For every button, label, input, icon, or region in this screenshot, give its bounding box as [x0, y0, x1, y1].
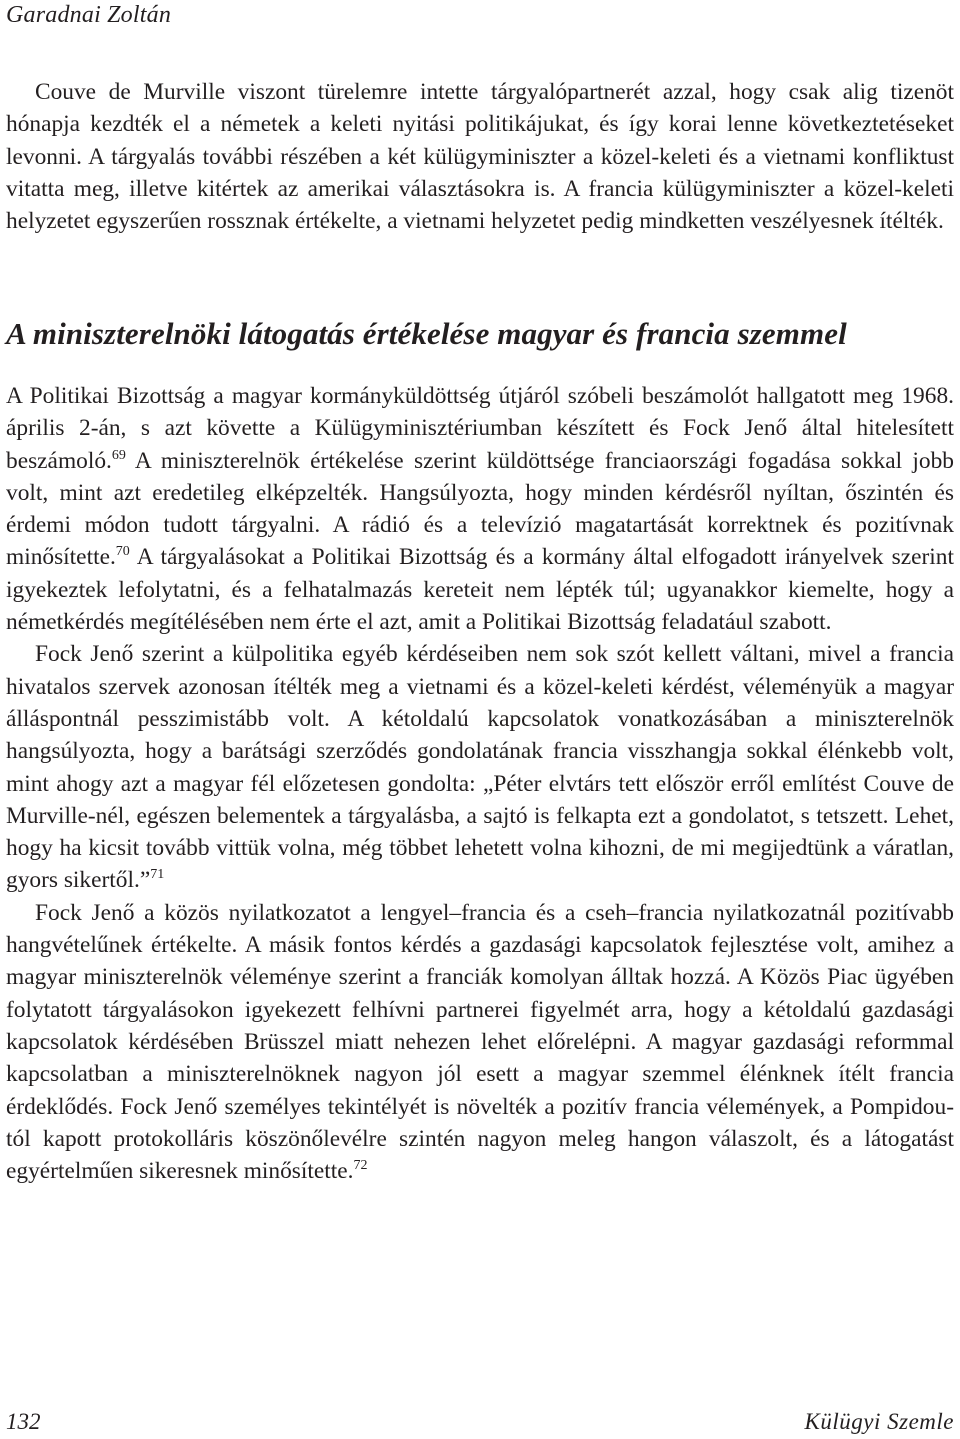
paragraph-1: Couve de Murville viszont türelemre intette tárgyalópartnerét azzal, hogy csak alig tizenöt hónapja kezdték el a németek a keleti nyitási politikájukat, és így korai lenne következtetéseket levonni. A tárgyalás további részében a két külügyminiszter a közel-keleti és a vietnami konfliktust vitatta meg, illetve kitértek az amerikai választásokra is. A francia külügyminiszter a közel-keleti helyzetet egyszerűen rossznak értékelte, a vietnami helyzetet pedig mindketten veszélyesnek ítélték. — [6, 79, 954, 235]
intro-text-block — [6, 76, 954, 237]
paragraph-3 — [6, 638, 954, 896]
paragraph-2-part-c: A tárgyalásokat a Politikai Bizottság és a kormány által elfogadott irányelvek szerint igyekeztek lefolytatni, és a felhatalmazás kereteit nem lépték túl; ugyanakkor kiemelte, hogy a németkérdés megítélésében nem érte el azt, amit a Politikai Bizottság feladatául szabott. — [6, 544, 954, 636]
section-text-block — [6, 380, 954, 1187]
paragraph-2-part-a: A Politikai Bizottság a magyar kormányküldöttség útjáról szóbeli beszámolót hallgatott meg 1968. április 2-án, s azt követte a Külügyminisztériumban készített és Fock Jenő által hitelesített beszámoló. — [6, 383, 954, 474]
page-number: 132 — [6, 1409, 41, 1434]
paragraph-2 — [6, 380, 954, 638]
footnote-ref-71[interactable]: 71 — [150, 867, 165, 883]
paragraph-2-part-b: A miniszterelnök értékelése szerint küldöttsége franciaországi fogadása sokkal jobb volt, mint azt eredetileg elképzelték. Hangsúlyozta, hogy minden kérdésről nyíltan, őszintén és érdemi módon tudott tárgyalni. A rádió és a televízió magatartását korrektnek és pozitívnak minősítette. — [6, 447, 954, 571]
running-head-author: Garadnai Zoltán — [6, 2, 172, 28]
paragraph-4 — [6, 897, 954, 1188]
journal-title: Külügyi Szemle — [804, 1409, 954, 1434]
paragraph-4-text: Fock Jenő a közös nyilatkozatot a lengyel–francia és a cseh–francia nyilatkozatnál pozitívabb hangvételűnek értékelte. A másik fontos kérdés a gazdasági kapcsolatok fejlesztése volt, amihez a magyar miniszterelnök véleménye szerint a franciák komolyan álltak hozzá. A Közös Piac ügyében folytatott tárgyalásokon igyekezett felhívni partnerei figyelmét arra, hogy a kétoldalú gazdasági kapcsolatok kérdésében Brüsszel miatt nehezen lehet előrelépni. A magyar gazdasági reformmal kapcsolatban a miniszterelnöknek nagyon jól esett a magyar szemmel élénknek ítélt francia érdeklődés. Fock Jenő személyes tekintélyét is növelték a pozitív francia vélemények, a Pompidou-tól kapott protokolláris köszönőlevélre szintén nagyon meleg hangon válaszolt, és a látogatást egyértelműen sikeresnek minősítette. — [6, 899, 954, 1185]
footnote-ref-69[interactable]: 69 — [111, 447, 126, 463]
section-heading: A miniszterelnöki látogatás értékelése magyar és francia szemmel — [6, 316, 847, 351]
footnote-ref-72[interactable]: 72 — [353, 1158, 368, 1174]
footnote-ref-70[interactable]: 70 — [115, 544, 130, 560]
paragraph-3-text: Fock Jenő szerint a külpolitika egyéb kérdéseiben nem sok szót kellett váltani, mivel a francia hivatalos szervek azonosan ítélték meg a vietnami és a közel-keleti kérdést, véleményük a magyar álláspontnál pesszimistább volt. A kétoldalú kapcsolatok vonatkozásában a miniszterelnök hangsúlyozta, hogy a barátsági szerződés gondolatának francia visszhangja sokkal élénkebb volt, mint ahogy azt a magyar fél előzetesen gondolta: „Péter elvtárs tett először erről említést Couve de Murville-nél, egészen belementek a tárgyalásba, a sajtó is felkapta ezt a gondolatot, s tetszett. Lehet, hogy ha kicsit tovább vittük volna, még többet lehetett volna kihozni, de mi megijedtünk a váratlan, gyors sikertől.” — [6, 641, 954, 894]
